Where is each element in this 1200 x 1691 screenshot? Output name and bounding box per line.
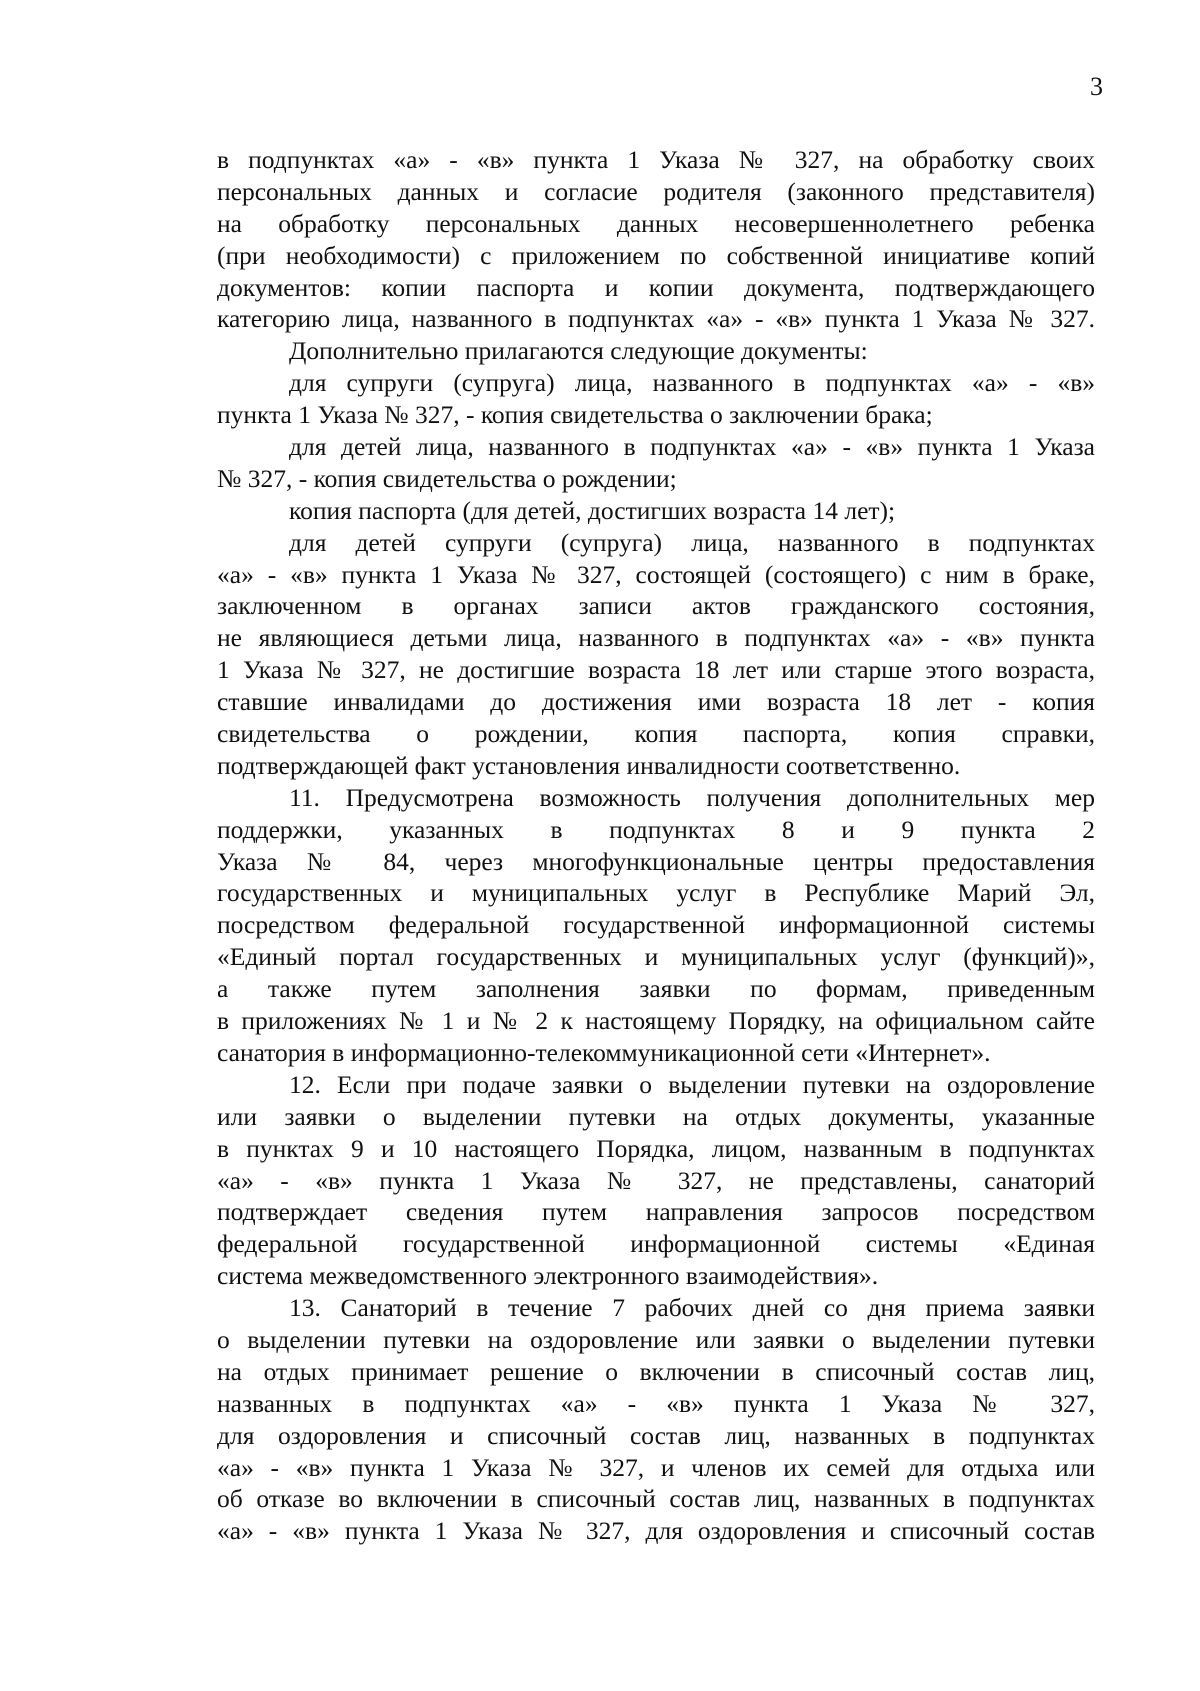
text-line: Дополнительно прилагаются следующие документы: <box>289 336 868 366</box>
document-body <box>217 144 1095 1547</box>
text-line: система межведомственного электронного взаимодействия». <box>217 1261 879 1291</box>
text-line: заключенном в органах записи актов гражданского состояния, <box>217 591 1095 621</box>
text-line: на отдых принимает решение о включении в списочный состав лиц, <box>217 1356 1095 1386</box>
text-line: 11. Предусмотрена возможность получения дополнительных мер <box>289 782 1095 812</box>
text-line: в пунктах 9 и 10 настоящего Порядка, лицом, названным в подпунктах <box>217 1133 1095 1163</box>
text-line: или заявки о выделении путевки на отдых документы, указанные <box>217 1101 1095 1131</box>
text-line: «Единый портал государственных и муниципальных услуг (функций)», <box>217 942 1095 972</box>
text-line: пункта 1 Указа № 327, - копия свидетельства о заключении брака; <box>217 400 933 430</box>
text-line: посредством федеральной государственной информационной системы <box>217 910 1095 940</box>
text-line: (при необходимости) с приложением по собственной инициативе копий <box>217 240 1095 270</box>
text-line: для оздоровления и списочный состав лиц, названных в подпунктах <box>217 1420 1095 1450</box>
text-line: копия паспорта (для детей, достигших возраста 14 лет); <box>289 495 896 525</box>
text-line: в приложениях № 1 и № 2 к настоящему Порядку, на официальном сайте <box>217 1006 1095 1036</box>
text-line: свидетельства о рождении, копия паспорта, копия справки, <box>217 719 1095 749</box>
text-line: № 327, - копия свидетельства о рождении; <box>217 463 677 493</box>
text-line: названных в подпунктах «а» - «в» пункта 1 Указа № 327, <box>217 1388 1095 1418</box>
text-line: «а» - «в» пункта 1 Указа № 327, состоящей (состоящего) с ним в браке, <box>217 559 1095 589</box>
page-number: 3 <box>1090 72 1103 101</box>
text-line: «а» - «в» пункта 1 Указа № 327, не представлены, санаторий <box>217 1165 1095 1195</box>
text-line: документов: копии паспорта и копии документа, подтверждающего <box>217 272 1095 302</box>
text-line: подтверждающей факт установления инвалидности соответственно. <box>217 750 961 780</box>
text-line: Указа № 84, через многофункциональные центры предоставления <box>217 846 1095 876</box>
text-line: персональных данных и согласие родителя (законного представителя) <box>217 176 1095 206</box>
text-line: 13. Санаторий в течение 7 рабочих дней со дня приема заявки <box>289 1293 1095 1323</box>
text-line: для детей лица, названного в подпунктах «а» - «в» пункта 1 Указа <box>289 432 1095 462</box>
text-line: поддержки, указанных в подпунктах 8 и 9 пункта 2 <box>217 814 1095 844</box>
text-line: не являющиеся детьми лица, названного в подпунктах «а» - «в» пункта <box>217 623 1095 653</box>
text-line: категорию лица, названного в подпунктах «а» - «в» пункта 1 Указа № 327. <box>217 304 1095 334</box>
text-line: подтверждает сведения путем направления запросов посредством <box>217 1197 1095 1227</box>
text-line: «а» - «в» пункта 1 Указа № 327, для оздоровления и списочный состав <box>217 1516 1095 1546</box>
text-line: 12. Если при подаче заявки о выделении путевки на оздоровление <box>289 1069 1095 1099</box>
text-line: для супруги (супруга) лица, названного в подпунктах «а» - «в» <box>289 368 1095 398</box>
text-line: 1 Указа № 327, не достигшие возраста 18 лет или старше этого возраста, <box>217 655 1095 685</box>
text-line: федеральной государственной информационной системы «Единая <box>217 1229 1095 1259</box>
text-line: ставшие инвалидами до достижения ими возраста 18 лет - копия <box>217 687 1095 717</box>
text-line: для детей супруги (супруга) лица, названного в подпунктах <box>289 527 1095 557</box>
text-line: «а» - «в» пункта 1 Указа № 327, и членов их семей для отдыха или <box>217 1452 1095 1482</box>
text-line: на обработку персональных данных несовершеннолетнего ребенка <box>217 208 1095 238</box>
text-line: в подпунктах «а» - «в» пункта 1 Указа № 327, на обработку своих <box>217 145 1095 174</box>
text-line: санатория в информационно-телекоммуникационной сети «Интернет». <box>217 1037 991 1067</box>
text-line: государственных и муниципальных услуг в Республике Марий Эл, <box>217 878 1095 908</box>
text-line: о выделении путевки на оздоровление или заявки о выделении путевки <box>217 1324 1095 1354</box>
text-line: об отказе во включении в списочный состав лиц, названных в подпунктах <box>217 1484 1095 1514</box>
text-line: а также путем заполнения заявки по формам, приведенным <box>217 974 1095 1004</box>
